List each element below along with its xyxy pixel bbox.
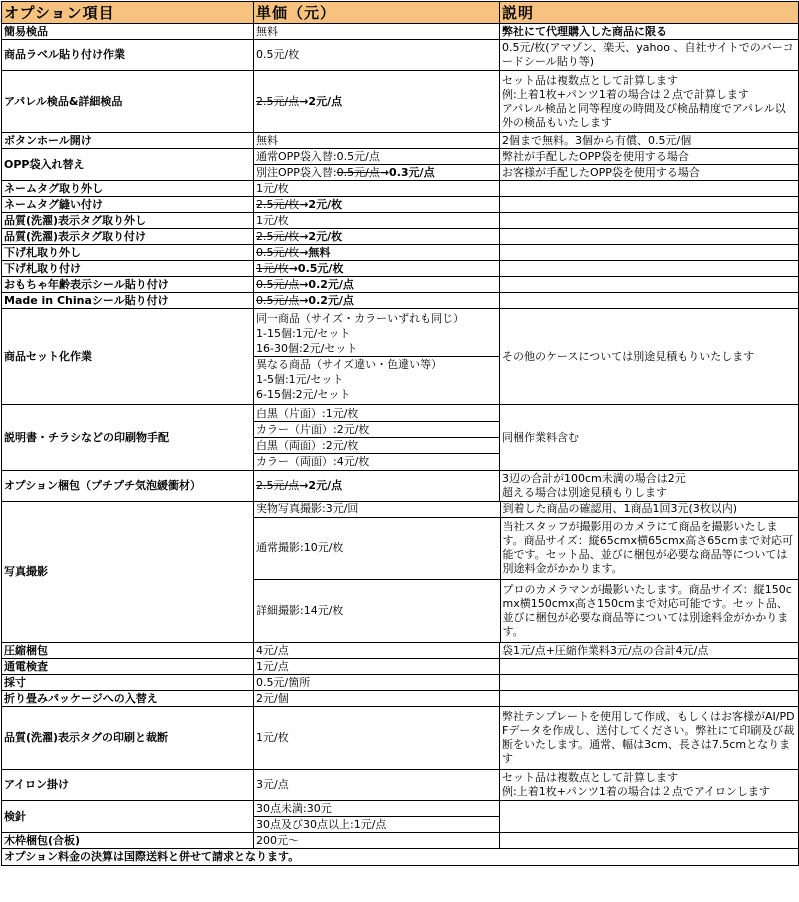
option-price: 1元/枚 bbox=[254, 707, 500, 770]
option-price bbox=[254, 245, 500, 261]
price-line: 白黒（片面）:1元/枚 bbox=[256, 407, 359, 420]
option-name: 採寸 bbox=[2, 675, 254, 691]
new-price: →無料 bbox=[299, 245, 331, 259]
old-price: 0.5元/点 bbox=[256, 277, 300, 291]
option-name: 説明書・チラシなどの印刷物手配 bbox=[2, 405, 254, 471]
table-row bbox=[2, 24, 799, 40]
option-name: ネームタグ取り外し bbox=[2, 181, 254, 197]
option-name: 簡易検品 bbox=[2, 24, 254, 40]
old-price: 2.5元/点 bbox=[256, 479, 300, 492]
desc-line: セット品は複数点として計算します bbox=[502, 771, 678, 784]
option-price-table bbox=[1, 1, 799, 866]
table-row bbox=[2, 149, 799, 181]
option-price: 3元/点 bbox=[254, 770, 500, 801]
option-price: 4元/点 bbox=[254, 643, 500, 659]
option-name: 品質(洗濯)表示タグ取り付け bbox=[2, 229, 254, 245]
option-name: オプション梱包（プチプチ気泡緩衝材） bbox=[2, 471, 254, 502]
option-description: 弊社にて代理購入した商品に限る bbox=[500, 24, 799, 40]
option-description bbox=[500, 770, 799, 801]
option-description: 到着した商品の確認用、1商品1回3元(3枚以内) bbox=[500, 502, 798, 517]
table-row bbox=[2, 181, 799, 197]
desc-line: 3辺の合計が100cm未満の場合は2元 bbox=[502, 472, 686, 485]
desc-line: 例:上着1枚+パンツ1着の場合は２点で計算します bbox=[502, 87, 749, 101]
option-price bbox=[254, 471, 500, 502]
table-row bbox=[2, 309, 799, 405]
option-description: その他のケースについては別途見積もりいたします bbox=[500, 309, 799, 405]
table-row bbox=[254, 502, 798, 517]
option-description bbox=[500, 229, 799, 245]
price-line: 30点及び30点以上:1元/点 bbox=[254, 816, 499, 832]
price-line: 同一商品（サイズ・カラーいずれも同じ） bbox=[256, 312, 465, 325]
option-price bbox=[254, 277, 500, 293]
old-price: 0.5元/点 bbox=[256, 293, 300, 307]
option-price bbox=[254, 229, 500, 245]
option-price: 200元～ bbox=[254, 833, 500, 849]
table-row bbox=[2, 293, 799, 309]
table-row bbox=[2, 245, 799, 261]
option-name: 商品ラベル貼り付け作業 bbox=[2, 40, 254, 71]
table-row bbox=[2, 197, 799, 213]
option-description bbox=[500, 197, 799, 213]
option-name: 下げ札取り外し bbox=[2, 245, 254, 261]
option-price: 0.5元/箇所 bbox=[254, 675, 500, 691]
table-row bbox=[2, 691, 799, 707]
old-price: 1元/枚 bbox=[256, 261, 289, 275]
option-price bbox=[254, 801, 500, 833]
option-price bbox=[254, 293, 500, 309]
option-description bbox=[500, 261, 799, 277]
option-price: 1元/枚 bbox=[254, 181, 500, 197]
option-name: おもちゃ年齢表示シール貼り付け bbox=[2, 277, 254, 293]
option-description: 袋1元/点+圧縮作業料3元/点の合計4元/点 bbox=[500, 643, 799, 659]
price-line bbox=[254, 164, 499, 180]
option-price: 無料 bbox=[254, 24, 500, 40]
option-name: Made in Chinaシール貼り付け bbox=[2, 293, 254, 309]
option-description: 弊社テンプレートを使用して作成、もしくはお客様がAI/PDFデータを作成し、送付してください。弊社にて印刷及び裁断をいたします。通常、幅は3cm、長さは7.5cmとなります bbox=[500, 707, 799, 770]
option-name: 品質(洗濯)表示タグ取り外し bbox=[2, 213, 254, 229]
new-price: →2元/点 bbox=[299, 479, 343, 492]
option-name: アパレル検品&詳細検品 bbox=[2, 71, 254, 133]
option-description bbox=[500, 277, 799, 293]
new-price: →2元/枚 bbox=[299, 197, 343, 211]
price-line: 異なる商品（サイズ違い・色違い等） bbox=[254, 356, 499, 372]
option-price: 通常撮影:10元/枚 bbox=[254, 517, 500, 579]
table-header-row bbox=[2, 2, 799, 24]
price-line: 16-30個:2元/セット bbox=[256, 342, 358, 355]
new-price: →0.5元/枚 bbox=[288, 261, 344, 275]
option-price: 1元/枚 bbox=[254, 213, 500, 229]
option-name: 折り畳みパッケージへの入替え bbox=[2, 691, 254, 707]
desc-line: お客様が手配したOPP袋を使用する場合 bbox=[500, 164, 798, 180]
option-description bbox=[500, 675, 799, 691]
table-row bbox=[2, 471, 799, 502]
option-description: プロのカメラマンが撮影いたします。商品サイズ：縦150cmx横150cmx高さ150cmまで対応可能です。セット品、並びに梱包が必要な商品等については別途料金がかかります。 bbox=[500, 579, 798, 642]
table-row bbox=[2, 833, 799, 849]
option-name: 下げ札取り付け bbox=[2, 261, 254, 277]
option-description: 0.5元/枚(アマゾン、楽天、yahoo 、自社サイトでのバーコードシール貼り等) bbox=[500, 40, 799, 71]
option-description bbox=[500, 659, 799, 675]
old-price: 2.5元/枚 bbox=[256, 197, 300, 211]
option-price bbox=[254, 197, 500, 213]
desc-line: アパレル検品と同等程度の時間及び検品精度でアパレル以外の検品もいたします bbox=[502, 101, 786, 129]
new-price: →2元/点 bbox=[299, 94, 343, 108]
option-description bbox=[500, 245, 799, 261]
old-price: 0.5元/点 bbox=[336, 166, 380, 179]
table-row bbox=[2, 71, 799, 133]
footer-row bbox=[2, 849, 799, 866]
option-description bbox=[500, 801, 799, 833]
old-price: 0.5元/枚 bbox=[256, 245, 300, 259]
header-price: 単価（元） bbox=[254, 2, 500, 24]
price-line: 30点未満:30元 bbox=[256, 802, 332, 815]
price-line: 白黒（両面）:2元/枚 bbox=[254, 437, 499, 453]
new-price: →0.3元/点 bbox=[379, 166, 435, 179]
option-price bbox=[254, 149, 500, 181]
option-name: 品質(洗濯)表示タグの印刷と裁断 bbox=[2, 707, 254, 770]
option-price: 無料 bbox=[254, 133, 500, 149]
table-row bbox=[254, 517, 798, 579]
option-description bbox=[500, 833, 799, 849]
table-row bbox=[2, 675, 799, 691]
table-row bbox=[2, 659, 799, 675]
option-description bbox=[500, 293, 799, 309]
price-label: 別注OPP袋入替: bbox=[256, 166, 337, 179]
table-row bbox=[2, 229, 799, 245]
option-price bbox=[254, 261, 500, 277]
table-row bbox=[2, 502, 799, 643]
option-price bbox=[254, 405, 500, 471]
table-row bbox=[2, 405, 799, 471]
option-price: 実物写真撮影:3元/回 bbox=[254, 502, 500, 517]
option-name: 商品セット化作業 bbox=[2, 309, 254, 405]
option-name: アイロン掛け bbox=[2, 770, 254, 801]
option-name: 通電検査 bbox=[2, 659, 254, 675]
price-line: 1-15個:1元/セット bbox=[256, 327, 351, 340]
photo-options bbox=[254, 502, 799, 643]
option-description bbox=[500, 181, 799, 197]
price-line: カラー（片面）:2元/枚 bbox=[254, 421, 499, 437]
option-description bbox=[500, 691, 799, 707]
table-row bbox=[2, 213, 799, 229]
new-price: →0.2元/点 bbox=[299, 277, 354, 291]
option-price: 1元/点 bbox=[254, 659, 500, 675]
new-price: →0.2元/点 bbox=[299, 293, 354, 307]
header-option: オプション項目 bbox=[2, 2, 254, 24]
photo-subtable bbox=[254, 502, 798, 642]
option-price: 詳細撮影:14元/枚 bbox=[254, 579, 500, 642]
table-row bbox=[2, 707, 799, 770]
desc-line: 弊社が手配したOPP袋を使用する場合 bbox=[502, 150, 689, 163]
price-line: カラー（両面）:4元/枚 bbox=[254, 453, 499, 469]
option-name: ネームタグ縫い付け bbox=[2, 197, 254, 213]
table-row bbox=[2, 133, 799, 149]
option-name: 木枠梱包(合板) bbox=[2, 833, 254, 849]
option-description: 当社スタッフが撮影用のカメラにて商品を撮影いたします。商品サイズ：縦65cmx横65cmx高さ65cmまで対応可能です。セット品、並びに梱包が必要な商品等については別途料金がかかります。 bbox=[500, 517, 798, 579]
header-description: 説明 bbox=[500, 2, 799, 24]
option-description bbox=[500, 213, 799, 229]
option-price bbox=[254, 309, 500, 405]
table-row bbox=[2, 643, 799, 659]
desc-line: 例:上着1枚+パンツ1着の場合は２点でアイロンします bbox=[502, 785, 770, 798]
old-price: 2.5元/点 bbox=[256, 94, 300, 108]
table-row bbox=[2, 40, 799, 71]
option-price: 0.5元/枚 bbox=[254, 40, 500, 71]
option-price bbox=[254, 71, 500, 133]
new-price: →2元/枚 bbox=[299, 229, 343, 243]
desc-line: セット品は複数点として計算します bbox=[502, 73, 678, 87]
option-name: OPP袋入れ替え bbox=[2, 149, 254, 181]
old-price: 2.5元/枚 bbox=[256, 229, 300, 243]
price-line: 通常OPP袋入替:0.5元/点 bbox=[256, 150, 380, 163]
option-name: 圧縮梱包 bbox=[2, 643, 254, 659]
table-row bbox=[2, 261, 799, 277]
table-row bbox=[254, 579, 798, 642]
option-name: 写真撮影 bbox=[2, 502, 254, 643]
option-description bbox=[500, 71, 799, 133]
price-line: 6-15個:2元/セット bbox=[256, 388, 351, 401]
table-row bbox=[2, 801, 799, 833]
footer-note: オプション料金の決算は国際送料と併せて請求となります。 bbox=[2, 849, 799, 866]
option-name: 検針 bbox=[2, 801, 254, 833]
table-row bbox=[2, 277, 799, 293]
option-description bbox=[500, 149, 799, 181]
option-name: ボタンホール開け bbox=[2, 133, 254, 149]
table-row bbox=[2, 770, 799, 801]
desc-line: 超える場合は別途見積もりします bbox=[502, 486, 667, 499]
option-price: 2元/個 bbox=[254, 691, 500, 707]
price-line: 1-5個:1元/セット bbox=[256, 373, 344, 386]
option-description: 同梱作業料含む bbox=[500, 405, 799, 471]
option-description: 2個まで無料。3個から有償、0.5元/個 bbox=[500, 133, 799, 149]
option-description bbox=[500, 471, 799, 502]
